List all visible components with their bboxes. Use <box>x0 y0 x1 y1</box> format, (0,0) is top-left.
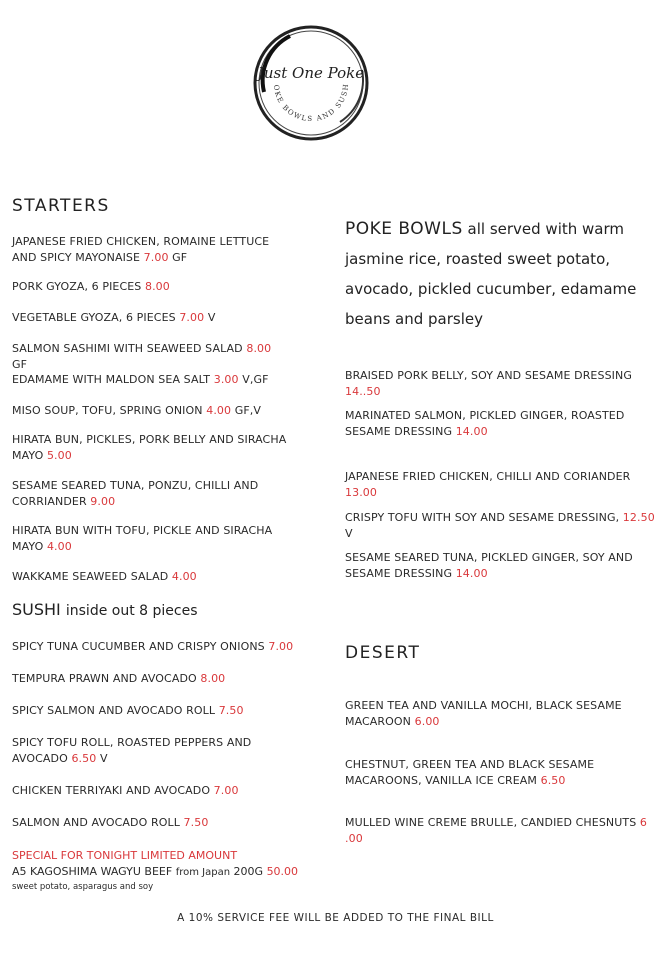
item-name: PORK GYOZA, 6 PIECES <box>12 280 145 293</box>
item-price: 6 .00 <box>345 816 648 845</box>
starters-item <box>12 478 287 510</box>
poke-heading: POKE BOWLS <box>345 219 463 239</box>
item-dietary: GF,V <box>231 404 261 417</box>
item-price: 12.50 <box>622 511 655 524</box>
item-price: 8.00 <box>144 280 170 293</box>
item-price: 9.00 <box>90 495 116 508</box>
item-price: 7.00 <box>268 640 294 653</box>
item-name: CRISPY TOFU WITH SOY AND SESAME DRESSING, <box>345 511 623 524</box>
starters-item <box>12 310 287 326</box>
item-dietary: V,GF <box>238 373 269 386</box>
desert-item <box>345 757 663 789</box>
item-name: SPICY SALMON AND AVOCADO ROLL <box>12 704 219 717</box>
item-name: EDAMAME WITH MALDON SEA SALT <box>12 373 214 386</box>
sushi-item <box>12 671 297 687</box>
starters-item <box>12 279 287 295</box>
item-name: HIRATA BUN, PICKLES, PORK BELLY AND SIRACHA MAYO <box>12 433 287 462</box>
item-price: 7.00 <box>213 784 239 797</box>
sushi-item <box>12 783 297 799</box>
item-price: 4.00 <box>46 540 72 553</box>
item-price: 6.50 <box>71 752 97 765</box>
service-fee-note: A 10% SERVICE FEE WILL BE ADDED TO THE FINAL BILL <box>177 912 494 924</box>
item-name: SPICY TUNA CUCUMBER AND CRISPY ONIONS <box>12 640 269 653</box>
item-price: 14.00 <box>455 567 488 580</box>
item-price: 8.00 <box>246 342 272 355</box>
item-price: 6.50 <box>540 774 566 787</box>
item-name: JAPANESE FRIED CHICKEN, ROMAINE LETTUCE AND SPICY MAYONAISE <box>12 235 270 264</box>
item-dietary: GF <box>168 251 188 264</box>
item-name: MULLED WINE CREME BRULLE, CANDIED CHESNUTS <box>345 816 640 829</box>
item-name: GREEN TEA AND VANILLA MOCHI, BLACK SESAME MACAROON <box>345 699 622 728</box>
poke-item <box>345 368 663 400</box>
item-dietary: V <box>345 527 353 540</box>
poke-item <box>345 550 663 582</box>
item-price: 7.50 <box>218 704 244 717</box>
special-title: SPECIAL FOR TONIGHT LIMITED AMOUNT <box>12 849 238 862</box>
poke-description: all served with warm jasmine rice, roasted sweet potato, avocado, pickled cucumber, edamame beans and parsley <box>345 220 637 328</box>
starters-item <box>12 234 287 266</box>
special-weight: 200G <box>233 865 264 878</box>
restaurant-logo <box>250 22 372 144</box>
starters-item <box>12 372 287 388</box>
special-note: sweet potato, asparagus and soy <box>12 882 154 892</box>
item-price: 13.00 <box>345 486 377 499</box>
item-price: 7.00 <box>143 251 169 264</box>
item-name: JAPANESE FRIED CHICKEN, CHILLI AND CORIANDER <box>345 470 631 483</box>
item-price: 3.00 <box>213 373 239 386</box>
starters-item <box>12 569 287 585</box>
item-price: 7.50 <box>183 816 209 829</box>
starters-item <box>12 523 287 555</box>
item-name: CHICKEN TERRIYAKI AND AVOCADO <box>12 784 214 797</box>
item-price: 4.00 <box>171 570 197 583</box>
starters-item <box>12 341 287 373</box>
item-dietary: V <box>204 311 216 324</box>
item-name: SALMON AND AVOCADO ROLL <box>12 816 184 829</box>
starters-heading: STARTERS <box>12 196 110 216</box>
desert-heading: DESERT <box>345 643 421 663</box>
item-price: 4.00 <box>206 404 232 417</box>
special-block <box>12 848 332 894</box>
sushi-heading <box>12 600 198 619</box>
item-name: MISO SOUP, TOFU, SPRING ONION <box>12 404 207 417</box>
sushi-item <box>12 815 297 831</box>
item-name: HIRATA BUN WITH TOFU, PICKLE AND SIRACHA MAYO <box>12 524 273 553</box>
item-name: MARINATED SALMON, PICKLED GINGER, ROASTED SESAME DRESSING <box>345 409 625 438</box>
item-name: CHESTNUT, GREEN TEA AND BLACK SESAME MACAROONS, VANILLA ICE CREAM <box>345 758 595 787</box>
special-origin: from Japan <box>175 867 231 878</box>
special-item <box>12 864 332 881</box>
special-price: 50.00 <box>266 865 299 878</box>
item-name: SESAME SEARED TUNA, PONZU, CHILLI AND CORRIANDER <box>12 479 259 508</box>
sushi-item <box>12 735 297 767</box>
desert-item <box>345 698 663 730</box>
item-name: SESAME SEARED TUNA, PICKLED GINGER, SOY AND SESAME DRESSING <box>345 551 633 580</box>
item-price: 8.00 <box>200 672 226 685</box>
sushi-item <box>12 639 297 655</box>
svg-text:POKE BOWLS AND SUSHI: OKE BOWLS AND SUSH <box>271 82 351 124</box>
sushi-subtitle: inside out 8 pieces <box>65 603 198 619</box>
item-name: SPICY TOFU ROLL, ROASTED PEPPERS AND AVOCADO <box>12 736 252 765</box>
item-name: SALMON SASHIMI WITH SEAWEED SALAD <box>12 342 247 355</box>
item-price: 6.00 <box>414 715 440 728</box>
poke-item <box>345 469 663 501</box>
item-dietary: GF <box>12 358 28 371</box>
item-price: 14..50 <box>345 385 381 398</box>
item-name: VEGETABLE GYOZA, 6 PIECES <box>12 311 180 324</box>
sushi-item <box>12 703 297 719</box>
item-name: BRAISED PORK BELLY, SOY AND SESAME DRESSING <box>345 369 632 382</box>
starters-item <box>12 403 287 419</box>
item-price: 14.00 <box>455 425 488 438</box>
item-name: WAKKAME SEAWEED SALAD <box>12 570 172 583</box>
item-price: 5.00 <box>46 449 72 462</box>
sushi-title: SUSHI <box>12 600 61 619</box>
item-dietary: V <box>96 752 108 765</box>
special-name: A5 KAGOSHIMA WAGYU BEEF <box>12 865 173 878</box>
desert-item <box>345 815 663 847</box>
poke-item <box>345 408 663 440</box>
starters-item <box>12 432 287 464</box>
item-price: 7.00 <box>179 311 205 324</box>
poke-item <box>345 510 663 542</box>
item-name: TEMPURA PRAWN AND AVOCADO <box>12 672 201 685</box>
svg-text:Just One Poke: Just One Poke <box>257 64 365 82</box>
poke-heading-block <box>345 214 663 334</box>
